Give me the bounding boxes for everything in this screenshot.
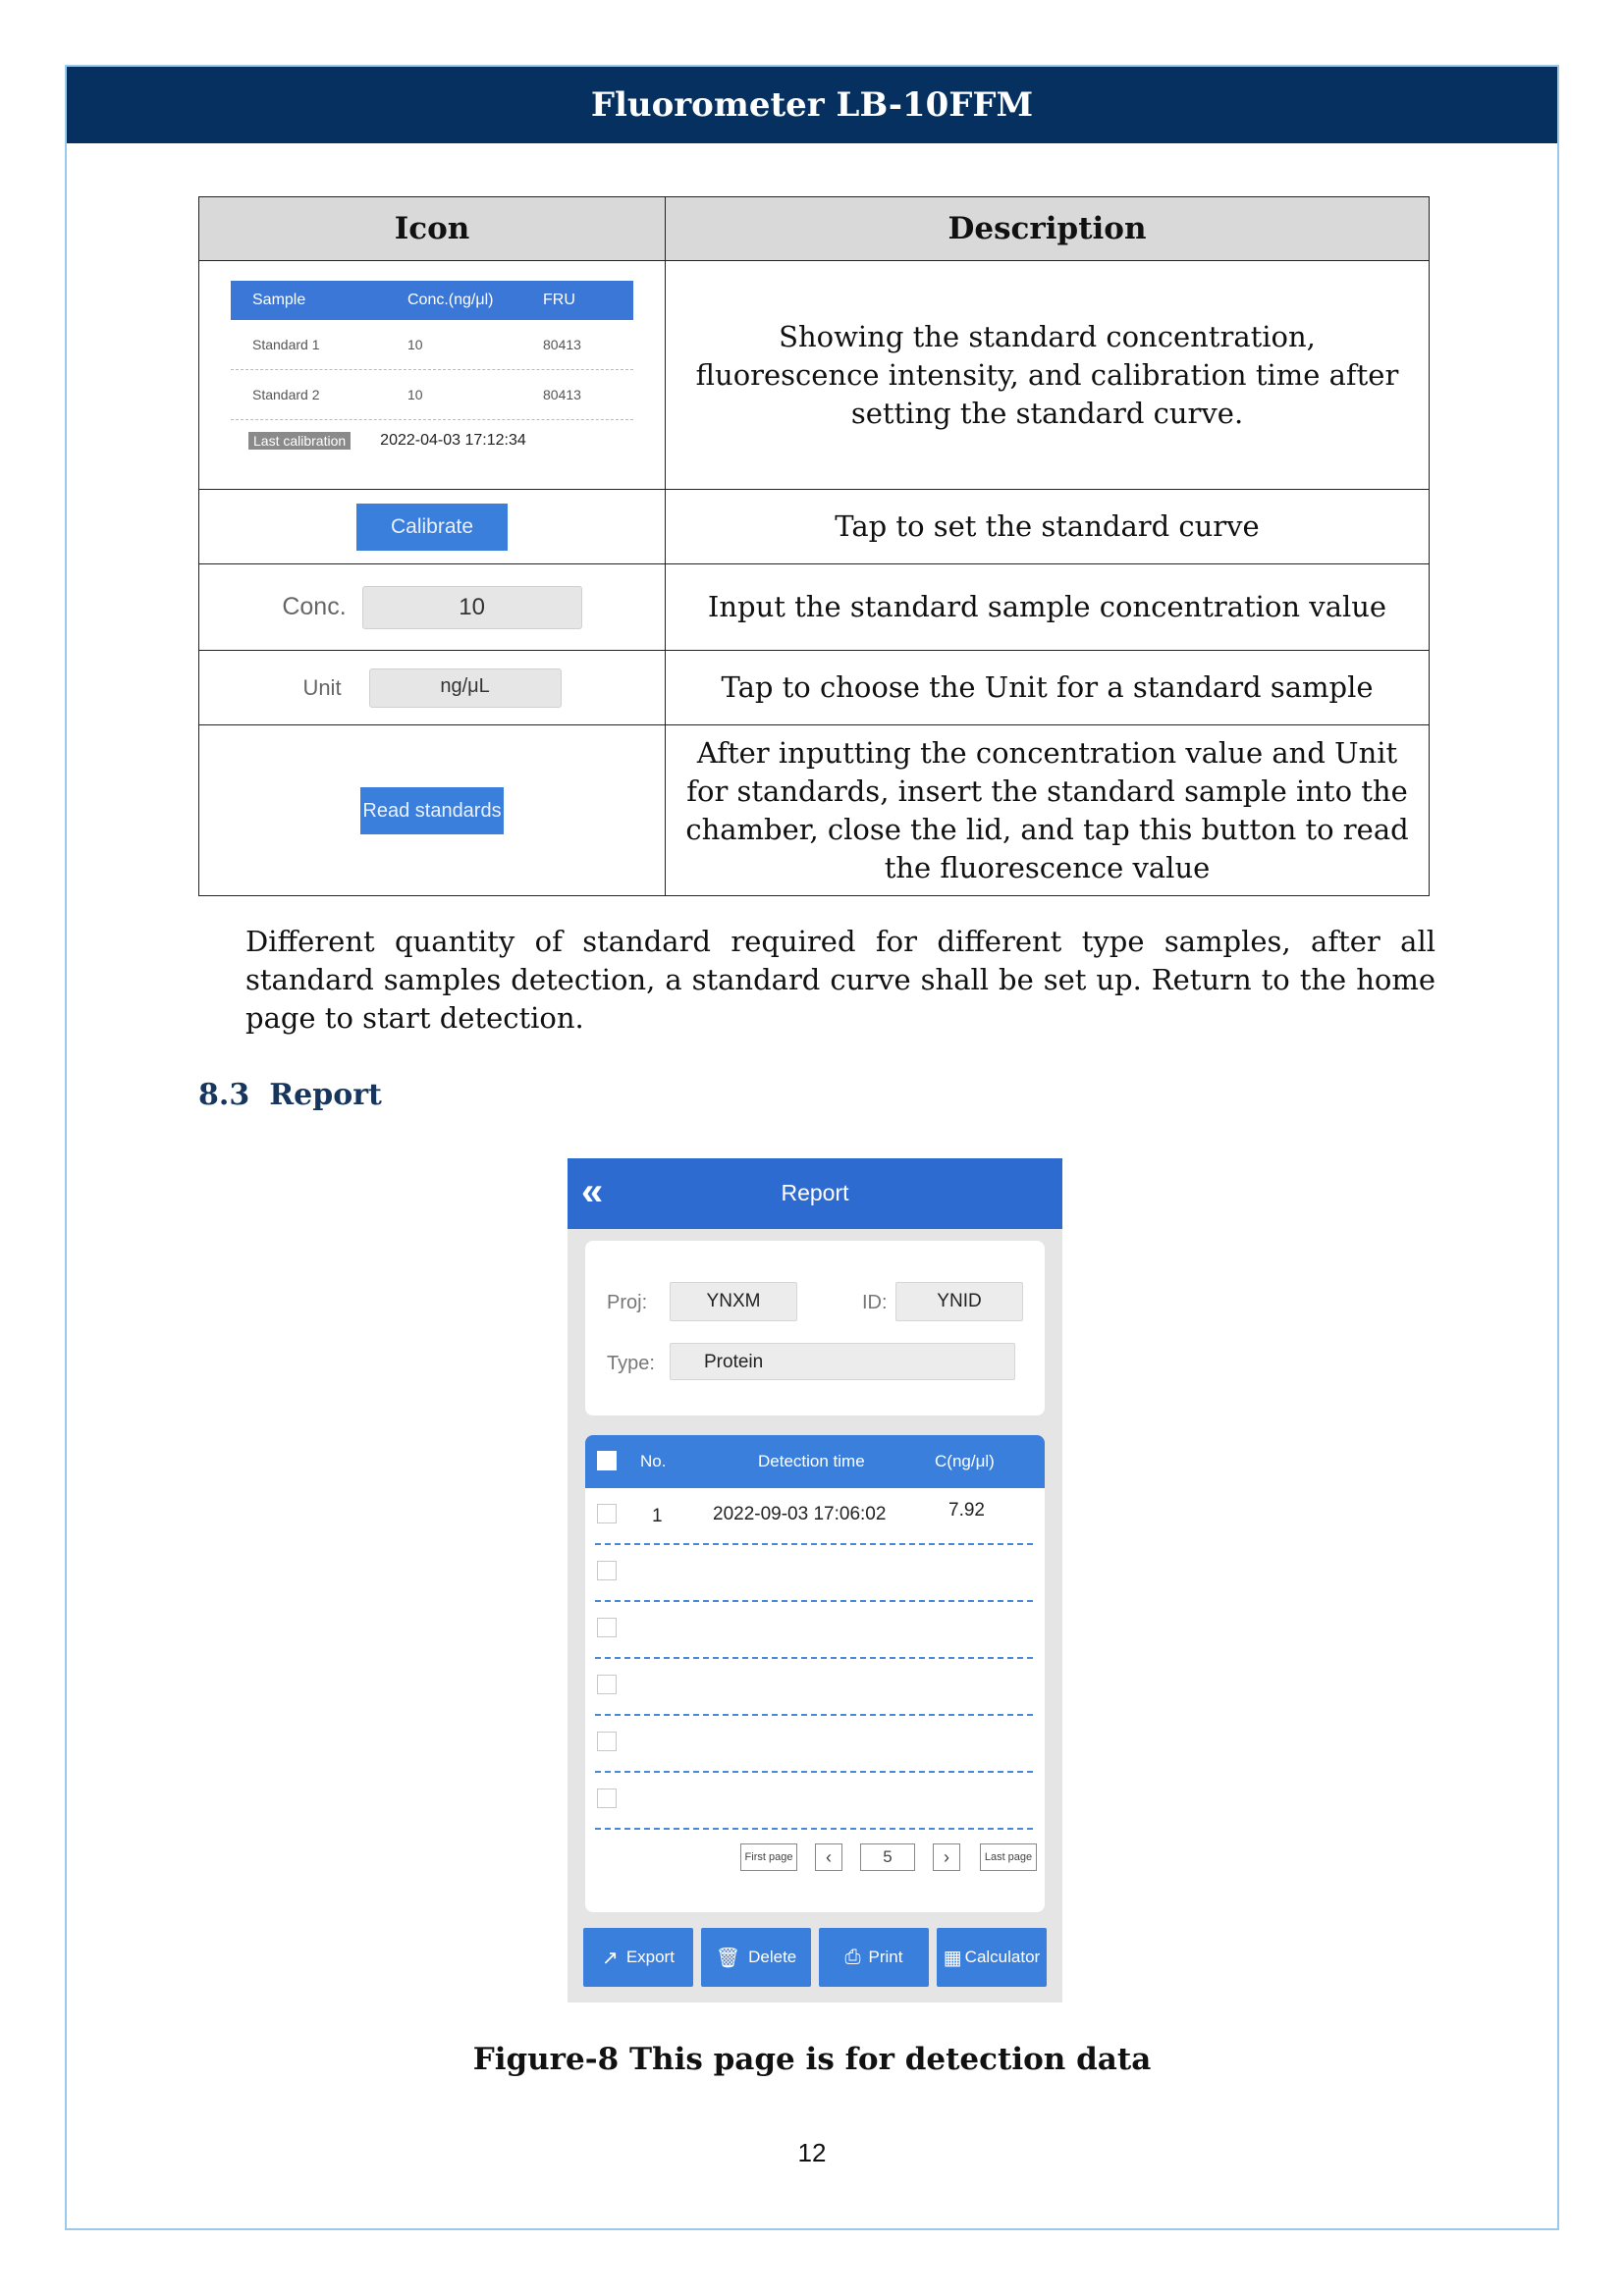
table-row[interactable] [595, 1602, 1033, 1659]
row-checkbox[interactable] [597, 1561, 617, 1580]
row-checkbox[interactable] [597, 1675, 617, 1694]
mini-cell-conc: 10 [407, 387, 423, 402]
next-page-button[interactable]: › [933, 1843, 960, 1871]
column-header-description: Description [666, 197, 1430, 261]
list-header [585, 1435, 1045, 1488]
row-checkbox[interactable] [597, 1789, 617, 1808]
header-no: No. [640, 1452, 667, 1470]
proj-input[interactable]: YNXM [670, 1282, 797, 1321]
table-row [199, 725, 1430, 896]
row-no: 1 [652, 1506, 663, 1526]
table-row [199, 490, 1430, 564]
document-title: Fluorometer LB-10FFM [590, 85, 1034, 125]
mini-cell-sample: Standard 2 [252, 387, 320, 402]
calibrate-button[interactable]: Calibrate [356, 504, 508, 551]
print-button[interactable] [819, 1928, 929, 1987]
icon-cell [199, 490, 666, 564]
print-label: Print [868, 1948, 903, 1966]
icon-cell [199, 651, 666, 725]
export-button[interactable] [583, 1928, 693, 1987]
prev-page-button[interactable]: ‹ [815, 1843, 842, 1871]
header-concentration: C(ng/μl) [935, 1452, 995, 1470]
id-input[interactable]: YNID [895, 1282, 1023, 1321]
table-row [199, 651, 1430, 725]
calculator-icon: ▦ [943, 1947, 962, 1969]
table-header-row [199, 197, 1430, 261]
unit-label: Unit [302, 674, 342, 700]
first-page-button[interactable]: First page [740, 1843, 797, 1871]
description-cell: After inputting the concentration value and Unit for standards, insert the standard sample into the chamber, close the lid, and tap this button to read the fluorescence value [666, 725, 1430, 896]
description-cell: Input the standard sample concentration value [666, 564, 1430, 651]
export-icon: ↗ [602, 1947, 619, 1969]
page-number: 12 [797, 2138, 827, 2167]
mini-cell-fru: 80413 [543, 337, 581, 352]
action-bar [583, 1928, 1051, 1987]
document-header [67, 67, 1557, 143]
delete-label: Delete [748, 1948, 797, 1966]
printer-icon: ⎙ [844, 1946, 861, 1968]
mini-cell-fru: 80413 [543, 387, 581, 402]
row-detection-time: 2022-09-03 17:06:02 [713, 1504, 887, 1524]
last-page-button[interactable]: Last page [980, 1843, 1037, 1871]
conc-field [199, 586, 665, 629]
last-calibration-time: 2022-04-03 17:12:34 [380, 432, 526, 449]
delete-button[interactable] [701, 1928, 811, 1987]
unit-field [199, 668, 665, 708]
filter-panel [585, 1241, 1045, 1415]
back-icon[interactable]: « [581, 1170, 604, 1213]
section-heading [198, 1078, 382, 1112]
table-row[interactable] [595, 1545, 1033, 1602]
table-row[interactable] [595, 1659, 1033, 1716]
mini-header-fru: FRU [543, 292, 575, 308]
mini-header-conc: Conc.(ng/μl) [407, 292, 494, 308]
conc-label: Conc. [282, 593, 347, 620]
mini-cell-conc: 10 [407, 337, 423, 352]
column-header-icon: Icon [199, 197, 666, 261]
calculator-label: Calculator [964, 1948, 1041, 1966]
icon-cell [199, 725, 666, 896]
table-row [199, 261, 1430, 490]
mini-table-row [231, 320, 633, 370]
read-standards-button[interactable]: Read standards [360, 787, 504, 834]
table-row [199, 564, 1430, 651]
report-screenshot [568, 1158, 1062, 2002]
icon-cell [199, 261, 666, 490]
table-row[interactable] [595, 1716, 1033, 1773]
row-checkbox[interactable] [597, 1618, 617, 1637]
type-select[interactable]: Protein [670, 1343, 1015, 1380]
mini-table-row [231, 370, 633, 420]
sample-mini-table [231, 281, 633, 473]
description-cell: Showing the standard concentration, fluorescence intensity, and calibration time after setting the standard curve. [666, 261, 1430, 490]
page-number-input[interactable]: 5 [860, 1843, 915, 1871]
unit-select[interactable]: ng/μL [369, 668, 562, 708]
proj-label: Proj: [607, 1292, 648, 1313]
mini-table-header [231, 281, 633, 320]
type-label: Type: [607, 1353, 655, 1374]
icon-description-table [198, 196, 1430, 896]
calculator-button[interactable] [937, 1928, 1047, 1987]
icon-cell [199, 564, 666, 651]
detection-list [585, 1435, 1045, 1912]
section-title: Report [269, 1078, 382, 1112]
report-topbar [568, 1158, 1062, 1229]
last-calibration-label: Last calibration [248, 432, 351, 450]
row-checkbox[interactable] [597, 1732, 617, 1751]
figure-caption: Figure-8 This page is for detection data [472, 2042, 1152, 2077]
export-label: Export [625, 1948, 675, 1966]
table-row[interactable] [595, 1488, 1033, 1545]
row-checkbox[interactable] [597, 1504, 617, 1523]
report-title: Report [781, 1180, 849, 1205]
mini-cell-sample: Standard 1 [252, 337, 320, 352]
description-cell: Tap to choose the Unit for a standard sample [666, 651, 1430, 725]
section-number: 8.3 [198, 1078, 250, 1112]
table-row[interactable] [595, 1773, 1033, 1830]
select-all-checkbox[interactable] [597, 1451, 617, 1470]
mini-header-sample: Sample [252, 292, 306, 308]
header-detection-time: Detection time [758, 1452, 865, 1470]
id-label: ID: [862, 1292, 888, 1313]
last-calibration [231, 432, 633, 450]
row-concentration: 7.92 [948, 1500, 985, 1521]
body-paragraph: Different quantity of standard required for different type samples, after all standard samples detection, a standard curve shall be set up. Return to the home page to start detection. [245, 925, 1435, 1035]
description-cell: Tap to set the standard curve [666, 490, 1430, 564]
trash-icon: 🗑 [715, 1947, 741, 1969]
conc-input[interactable]: 10 [362, 586, 582, 629]
